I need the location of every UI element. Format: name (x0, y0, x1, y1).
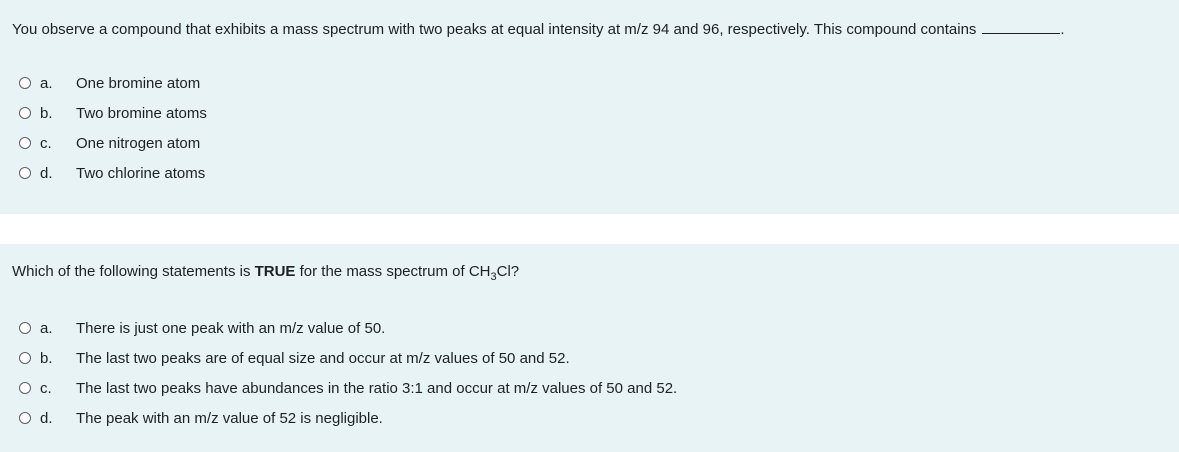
q1-option-d[interactable] (19, 158, 207, 188)
radio-button-icon[interactable] (19, 412, 31, 424)
answer-blank (982, 19, 1060, 34)
option-letter: a. (40, 319, 53, 337)
option-label[interactable]: The peak with an m/z value of 52 is negligible. (76, 409, 383, 427)
option-letter: d. (40, 409, 53, 427)
q1-option-b[interactable] (19, 98, 207, 128)
question-2-prompt-end: Cl? (496, 263, 520, 280)
question-1-period: . (1060, 21, 1065, 38)
question-2-prompt: Which of the following statements is (12, 263, 255, 280)
radio-button-icon[interactable] (19, 167, 31, 179)
option-label[interactable]: The last two peaks have abundances in the ratio 3:1 and occur at m/z values of 50 and 52. (76, 379, 678, 397)
option-letter: b. (40, 349, 53, 367)
q2-option-c[interactable] (19, 373, 677, 403)
radio-button-icon[interactable] (19, 352, 31, 364)
question-1-options (19, 68, 207, 188)
radio-button-icon[interactable] (19, 382, 31, 394)
question-1-prompt: You observe a compound that exhibits a mass spectrum with two peaks at equal intensity at m/z 94 and 96, respectively. This compound contains (12, 21, 977, 38)
formula-subscript: 3 (490, 271, 497, 283)
q1-option-c[interactable] (19, 128, 207, 158)
option-letter: d. (40, 164, 53, 182)
question-2-text (12, 262, 519, 282)
q1-option-a[interactable] (19, 68, 207, 98)
radio-button-icon[interactable] (19, 322, 31, 334)
option-letter: c. (40, 379, 52, 397)
q2-option-a[interactable] (19, 313, 677, 343)
q2-option-b[interactable] (19, 343, 677, 373)
radio-button-icon[interactable] (19, 77, 31, 89)
option-label[interactable]: Two bromine atoms (76, 104, 207, 122)
question-2 (0, 244, 1179, 452)
question-2-prompt-formula: for the mass spectrum of CH (295, 263, 491, 280)
question-1 (0, 0, 1179, 214)
option-label[interactable]: There is just one peak with an m/z value of 50. (76, 319, 386, 337)
option-letter: c. (40, 134, 52, 152)
option-label[interactable]: Two chlorine atoms (76, 164, 206, 182)
radio-button-icon[interactable] (19, 107, 31, 119)
q2-option-d[interactable] (19, 403, 677, 433)
option-letter: b. (40, 104, 53, 122)
radio-button-icon[interactable] (19, 137, 31, 149)
question-2-emphasis: TRUE (254, 263, 296, 280)
option-label[interactable]: The last two peaks are of equal size and occur at m/z values of 50 and 52. (76, 349, 570, 367)
option-label[interactable]: One bromine atom (76, 74, 201, 92)
option-label[interactable]: One nitrogen atom (76, 134, 201, 152)
option-letter: a. (40, 74, 53, 92)
question-1-text (12, 19, 1065, 40)
question-2-options (19, 313, 677, 433)
